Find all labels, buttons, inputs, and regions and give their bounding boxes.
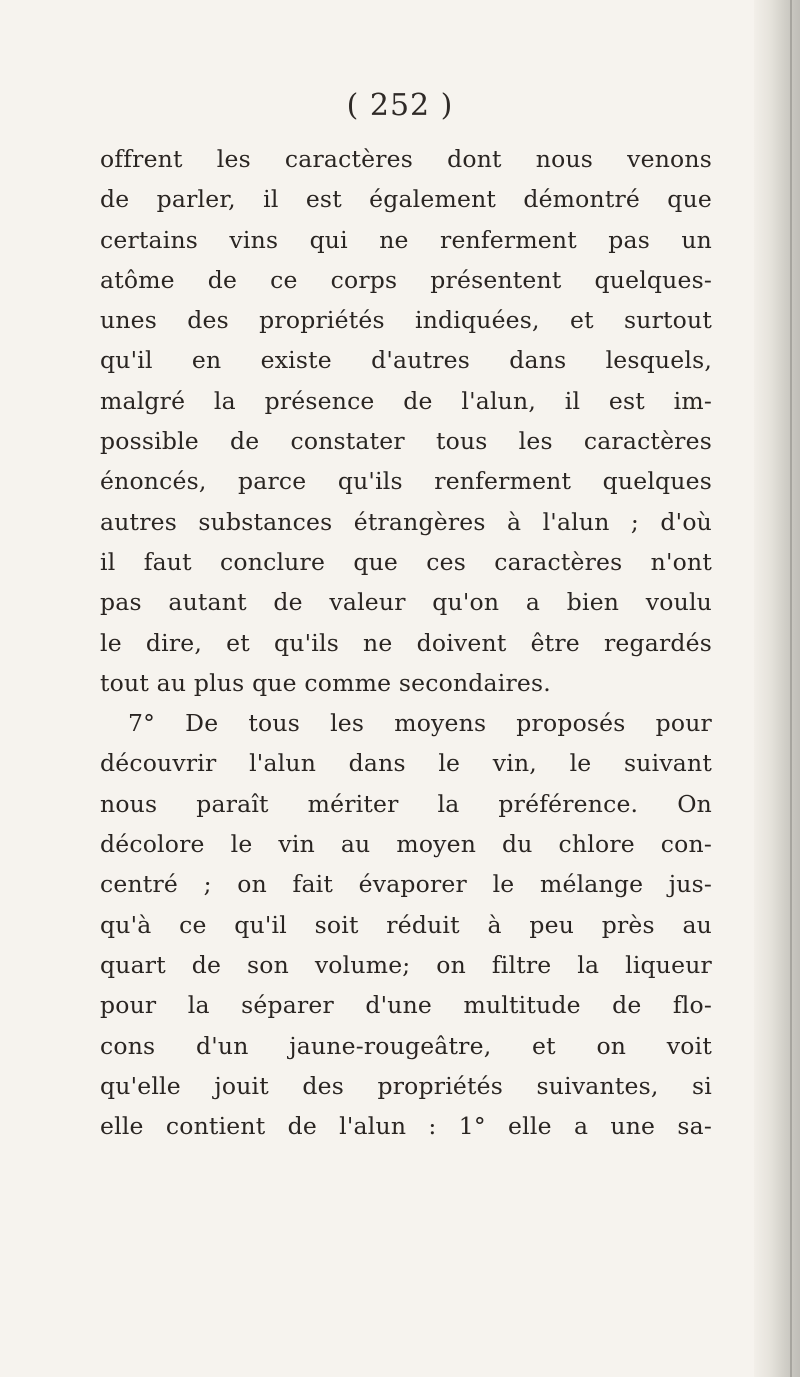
text-line: décolore le vin au moyen du chlore con- — [100, 830, 712, 859]
text-line: de parler, il est également démontré que — [100, 185, 712, 214]
text-line: offrent les caractères dont nous venons — [100, 145, 712, 173]
text-line: certains vins qui ne renferment pas un — [100, 225, 712, 254]
text-line: atôme de ce corps présentent quelques- — [100, 265, 712, 294]
text-line: énoncés, parce qu'ils renferment quelques — [100, 467, 712, 496]
text-line: nous paraît mériter la préférence. On — [100, 789, 712, 818]
text-line: malgré la présence de l'alun, il est im- — [100, 386, 712, 415]
text-line: centré ; on fait évaporer le mélange jus- — [100, 870, 712, 899]
text-line: découvrir l'alun dans le vin, le suivant — [100, 749, 712, 778]
text-line: qu'il en existe d'autres dans lesquels, — [100, 346, 712, 375]
text-line: pas autant de valeur qu'on a bien voulu — [100, 588, 712, 617]
text-line: unes des propriétés indiquées, et surtout — [100, 306, 712, 335]
text-line: tout au plus que comme secondaires. — [100, 668, 551, 697]
binding-shadow — [790, 0, 792, 1377]
text-line: qu'elle jouit des propriétés suivantes, si — [100, 1071, 712, 1100]
text-line: autres substances étrangères à l'alun ; d'où — [100, 507, 712, 536]
paragraph-start-line: 7° De tous les moyens proposés pour — [128, 709, 712, 738]
text-line: il faut conclure que ces caractères n'ont — [100, 547, 712, 576]
text-line: pour la séparer d'une multitude de flo- — [100, 991, 712, 1020]
text-line: le dire, et qu'ils ne doivent être regardés — [100, 628, 712, 657]
text-line: elle contient de l'alun : 1° elle a une sa- — [100, 1112, 712, 1141]
text-line: possible de constater tous les caractères — [100, 427, 712, 456]
body-text — [100, 139, 712, 1146]
text-line: qu'à ce qu'il soit réduit à peu près au — [100, 910, 712, 939]
page-number: ( 252 ) — [346, 88, 454, 123]
page-edge — [754, 0, 800, 1377]
text-line: cons d'un jaune-rougeâtre, et on voit — [100, 1031, 712, 1060]
text-line: quart de son volume; on filtre la liqueur — [100, 950, 712, 979]
